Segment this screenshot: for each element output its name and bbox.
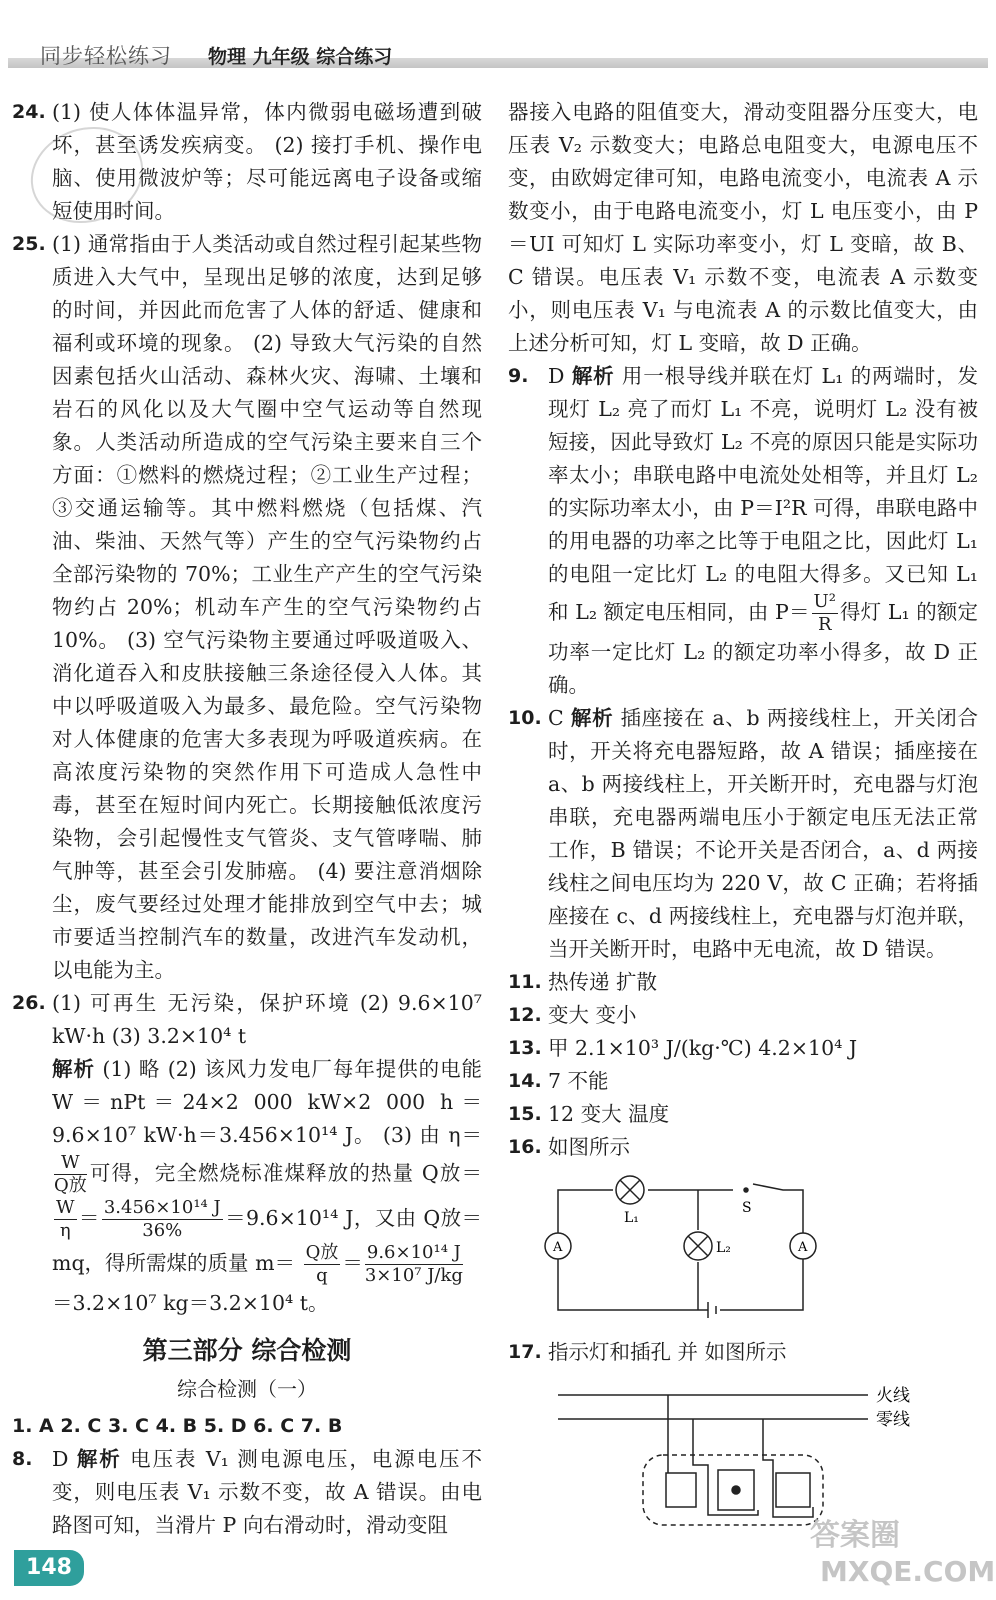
socket-icon bbox=[776, 1473, 810, 1507]
fraction-denominator: η bbox=[59, 1220, 71, 1241]
answer-text bbox=[548, 702, 978, 966]
fraction-w-over-q bbox=[54, 1152, 87, 1197]
fraction-denominator: Q放 bbox=[54, 1175, 87, 1196]
answer-14 bbox=[508, 1065, 978, 1098]
indicator-icon bbox=[666, 1473, 696, 1507]
lamp-l1-label: L₁ bbox=[624, 1210, 639, 1226]
answer-10 bbox=[508, 702, 978, 966]
analysis-text-end: 得灯 L₁ 的额定功率一定比灯 L₂ 的额定功率小得多，故 D 正确。 bbox=[548, 600, 978, 697]
page-header bbox=[0, 0, 996, 78]
answer-13 bbox=[508, 1032, 978, 1065]
answer-text: 甲 2.1×10³ J/(kg·℃) 4.2×10⁴ J bbox=[548, 1036, 858, 1060]
watermark-logo: 答案圈 bbox=[810, 1518, 900, 1553]
question-number: 24. bbox=[12, 101, 46, 123]
fraction-denominator: 3×10⁷ J/kg bbox=[364, 1265, 463, 1286]
live-wire-label: 火线 bbox=[876, 1386, 910, 1406]
answer-text: (1) 通常指由于人类活动或自然过程引起某些物质进入大气中，呈现出足够的浓度，达到足够的时间，并因此而危害了人体的舒适、健康和福利或环境的现象。 (2) 导致大气污染的自然因素包括火山活动、森林火灾、海啸、土壤和岩石的风化以及大气圈中空气运动等自然现象。人类活动所造成的空气污染主要来自三个方面：①燃料的燃烧过程；②工业生产过程；③交通运输等。其中燃料燃烧（包括煤、汽油、柴油、天然气等）产生的空气污染物约占全部污染物的 70%；工业生产产生的空气污染物约占 20%；机动车产生的空气污染物约占 10%。 (3) 空气污染物主要通过呼吸道吸入、消化道吞入和皮肤接触三条途径侵入人体。其中以呼吸道吸入为最多、最危险。空气污染物对人体健康的危害大多表现为呼吸道疾病。在高浓度污染物的突然作用下可造成人急性中毒，甚至在短时间内死亡。长期接触低浓度污染物，会引起慢性支气管炎、支气管哮喘、肺气肿等，甚至会引发肺癌。 (4) 要注意消烟除尘，废气要经过处理才能排放到空气中去；城市要适当控制汽车的数量，改进汽车发动机，以电能为主。 bbox=[52, 232, 482, 982]
question-number: 9. bbox=[508, 365, 529, 387]
analysis-text: 插座接在 a、b 两接线柱上，开关闭合时，开关将充电器短路，故 A 错误；插座接在 a、b 两接线柱上，开关断开时，充电器与灯泡串联，充电器两端电压小于额定电压无法正常工作，B 错误；不论开关是否闭合，a、d 两接线柱之间电压均为 220 V，故 C 正确；若将插座接在 c、d 两接线柱上，充电器与灯泡并联，当开关断开时，电路中无电流，故 D 错误。 bbox=[548, 706, 978, 961]
answer-8-continued bbox=[508, 96, 978, 360]
answer-text bbox=[548, 360, 978, 702]
analysis-text-2: 可得，完全燃烧标准煤释放的热量 Q放＝ bbox=[88, 1161, 482, 1185]
analysis-label: 解析 bbox=[571, 364, 615, 388]
answer-16 bbox=[508, 1131, 978, 1164]
fraction-denominator: q bbox=[316, 1265, 328, 1286]
question-number: 14. bbox=[508, 1070, 542, 1092]
answer-26 bbox=[12, 987, 482, 1320]
right-column bbox=[508, 96, 978, 1541]
question-number: 25. bbox=[12, 233, 46, 255]
question-number: 13. bbox=[508, 1037, 542, 1059]
fraction-numerator: U² bbox=[813, 591, 836, 612]
answer-25 bbox=[12, 228, 482, 987]
answer-text bbox=[52, 1443, 482, 1542]
answer-9 bbox=[508, 360, 978, 702]
analysis-label: 解析 bbox=[570, 706, 614, 730]
analysis-text-1: (1) 略 (2) 该风力发电厂每年提供的电能 W＝nPt＝24×2 000 kW×2 000 h＝9.6×10⁷ kW·h＝3.456×10¹⁴ J。 (3) 由 η＝ bbox=[52, 1057, 483, 1147]
fraction-numerator: W bbox=[56, 1197, 75, 1218]
choice-letter: D bbox=[52, 1447, 69, 1471]
answer-text: 热传递 扩散 bbox=[548, 970, 658, 994]
ammeter-label: A bbox=[553, 1240, 563, 1255]
equals-sign: ＝ bbox=[342, 1251, 363, 1275]
fraction-numerator: 9.6×10¹⁴ J bbox=[365, 1242, 463, 1265]
answer-26-result: (1) 可再生 无污染，保护环境 (2) 9.6×10⁷ kW·h (3) 3.2×10⁴ t bbox=[52, 991, 482, 1048]
fraction-q-over-q bbox=[304, 1242, 341, 1287]
analysis-text-4: ＝3.2×10⁷ kg＝3.2×10⁴ t。 bbox=[52, 1291, 329, 1315]
lamp-l2-label: L₂ bbox=[716, 1240, 731, 1256]
ammeter-label: A bbox=[798, 1240, 808, 1255]
question-number: 16. bbox=[508, 1136, 542, 1158]
watermark-url: MXQE.COM bbox=[820, 1555, 996, 1588]
answer-17 bbox=[508, 1336, 978, 1369]
question-number: 15. bbox=[508, 1103, 542, 1125]
answer-11 bbox=[508, 966, 978, 999]
switch-label: S bbox=[742, 1200, 752, 1216]
equals-sign: ＝ bbox=[78, 1206, 100, 1230]
fraction-heat-over-value bbox=[365, 1242, 463, 1287]
analysis-text-3: ＝9.6×10¹⁴ J，又由 Q放＝mq，得所需煤的质量 m＝ bbox=[52, 1206, 483, 1275]
answer-text: 变大 变小 bbox=[548, 1003, 637, 1027]
analysis-text: 电压表 V₁ 测电源电压，电源电压不变，则电压表 V₁ 示数不变，故 A 错误。由电路图可知，当滑片 P 向右滑动时，滑动变阻 bbox=[52, 1447, 482, 1537]
answer-text: 12 变大 温度 bbox=[548, 1102, 670, 1126]
answer-text bbox=[52, 987, 482, 1320]
fraction-numerator: W bbox=[54, 1152, 87, 1175]
section-title: 第三部分 综合检测 bbox=[142, 1336, 352, 1365]
answer-text: 器接入电路的阻值变大，滑动变阻器分压变大，电压表 V₂ 示数变大；电路总电阻变大，电源电压不变，由欧姆定律可知，电路电流变小，电流表 A 示数变小，由于电路电流变小，灯 L 电压变小，由 P＝UI 可知灯 L 实际功率变小，灯 L 变暗，故 B、C 错误。电压表 V₁ 示数不变，电流表 A 示数变小，则电压表 V₁ 与电流表 A 的示数比值变大，由上述分析可知，灯 L 变暗，故 D 正确。 bbox=[508, 100, 978, 355]
analysis-text: 用一根导线并联在灯 L₁ 的两端时，发现灯 L₂ 亮了而灯 L₁ 不亮，说明灯 L₂ 没有被短接，因此导致灯 L₂ 不亮的原因只能是实际功率太小；串联电路中电流处处相等，并且灯 L₂ 的实际功率太小，由 P＝I²R 可得，串联电路中的用电器的功率之比等于电阻之比，因此灯 L₁ 的电阻一定比灯 L₂ 的电阻大得多。又已知 L₁ 和 L₂ 额定电压相同，由 P＝ bbox=[548, 364, 978, 624]
choice-letter: C bbox=[548, 706, 564, 730]
fraction-denominator: R bbox=[817, 614, 832, 635]
subsection-title: 综合检测（一） bbox=[177, 1377, 317, 1401]
wiring bbox=[668, 1395, 813, 1517]
series-brand: 同步轻松练习 bbox=[40, 44, 172, 68]
choice-letter: D bbox=[548, 364, 565, 388]
question-number: 11. bbox=[508, 971, 542, 993]
fraction-u2-over-r bbox=[812, 591, 838, 636]
choice-answers: 1. A 2. C 3. C 4. B 5. D 6. C 7. B bbox=[12, 1415, 343, 1437]
question-number: 8. bbox=[12, 1448, 33, 1470]
analysis-label: 解析 bbox=[76, 1447, 122, 1471]
neutral-wire-label: 零线 bbox=[876, 1410, 910, 1430]
answer-text: (1) 使人体体温异常，体内微弱电磁场遭到破坏，甚至诱发疾病变。 (2) 接打手机、操作电脑、使用微波炉等；尽可能远离电子设备或缩短使用时间。 bbox=[52, 100, 482, 223]
question-number: 26. bbox=[12, 992, 46, 1014]
fraction-w-over-eta bbox=[54, 1197, 77, 1242]
fraction-denominator: 36% bbox=[142, 1220, 183, 1241]
fraction-numerator: Q放 bbox=[305, 1242, 339, 1263]
switch-dot-icon bbox=[732, 1486, 740, 1494]
answer-15 bbox=[508, 1098, 978, 1131]
left-column bbox=[12, 96, 482, 1542]
switch-icon bbox=[744, 1188, 748, 1192]
answer-text: 如图所示 bbox=[548, 1135, 630, 1159]
answer-text: 7 不能 bbox=[548, 1069, 609, 1093]
answer-8 bbox=[12, 1443, 482, 1542]
analysis-label: 解析 bbox=[52, 1057, 95, 1081]
answer-24 bbox=[12, 96, 482, 228]
question-number: 12. bbox=[508, 1004, 542, 1026]
circuit-diagram-16 bbox=[553, 1170, 858, 1330]
fraction-energy-over-efficiency bbox=[102, 1197, 223, 1242]
answer-text: 指示灯和插孔 并 如图所示 bbox=[548, 1340, 787, 1364]
book-subtitle: 物理 九年级 综合练习 bbox=[208, 46, 393, 68]
question-number: 17. bbox=[508, 1341, 542, 1363]
question-number: 10. bbox=[508, 707, 542, 729]
fraction-numerator: 3.456×10¹⁴ J bbox=[103, 1197, 221, 1218]
page-number: 148 bbox=[14, 1550, 84, 1586]
answer-12 bbox=[508, 999, 978, 1032]
